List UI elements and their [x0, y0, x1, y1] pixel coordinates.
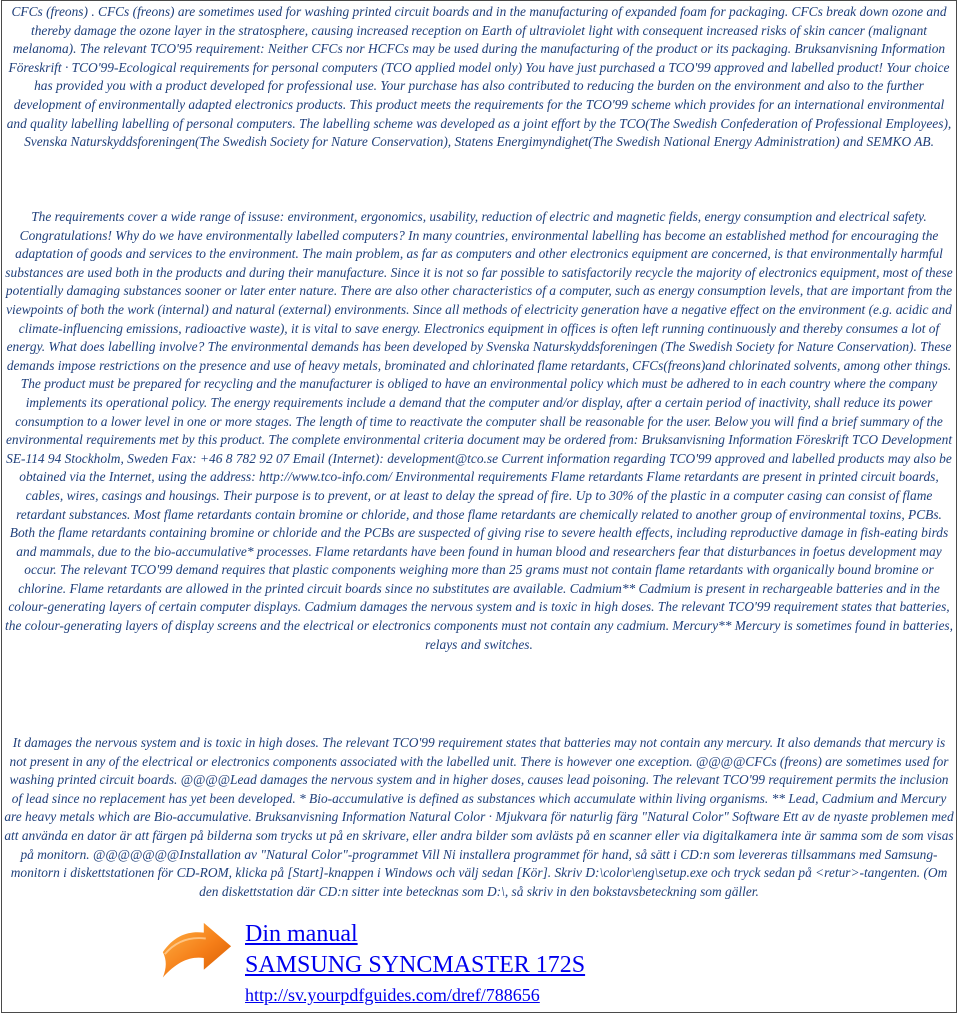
- url-link[interactable]: http://sv.yourpdfguides.com/dref/788656: [245, 985, 540, 1005]
- manual-footer: [157, 919, 657, 1009]
- paragraph-cfcs-tco99: CFCs (freons) . CFCs (freons) are sometimes used for washing printed circuit boards and in the manufacturing of expanded foam for packaging. CFCs break down ozone and thereby damage the ozone layer in the stratosphere, causing increased reception on Earth of ultraviolet light with consequent increased risks of skin cancer (malignant melanoma). The relevant TCO'95 requirement: Neither CFCs nor HCFCs may be used during the manufacturing of the product or its packaging. Bruksanvisning Information Föreskrift · TCO'99-Ecological requirements for personal computers (TCO applied model only) You have just purchased a TCO'99 approved and labelled product! Your choice has provided you with a product developed for professional use. Your purchase has also contributed to reducing the burden on the environment and also to the further development of environmentally adapted electronics products. This product meets the requirements for the TCO'99 scheme which provides for an international environmental and quality labelling labelling of personal computers. The labelling scheme was developed as a joint effort by the TCO(The Swedish Confederation of Professional Employees), Svenska Naturskyddsforeningen(The Swedish Society for Nature Conservation), Statens Energimyndighet(The Swedish National Energy Administration) and SEMKO AB.: [6, 4, 952, 150]
- document-page: [1, 0, 957, 1013]
- manual-link[interactable]: Din manual: [245, 921, 358, 947]
- product-link[interactable]: SAMSUNG SYNCMASTER 172S: [245, 952, 586, 978]
- paragraph-mercury-natural-color: It damages the nervous system and is toxic in high doses. The relevant TCO'99 requirement states that batteries may not contain any mercury. It also demands that mercury is not present in any of the electrical or electronics components associated with the labelled unit. There is however one exception. @@@@CFCs (freons) are sometimes used for washing printed circuit boards. @@@@Lead damages the nervous system and in higher doses, causes lead poisoning. The relevant TCO'99 requirement permits the inclusion of lead since no replacement has yet been developed. * Bio-accumulative is defined as substances which accumulate within living organisms. ** Lead, Cadmium and Mercury are heavy metals which are Bio-accumulative. Bruksanvisning Information Natural Color · Mjukvara för naturlig färg "Natural Color" Software Ett av de nyaste problemen med att använda en dator är att färgen på bilderna som trycks ut på en skrivare, eller andra bilder som avlästs på en scanner eller via digitalkamera inte är samma som de som visas på monitorn. @@@@@@@Installation av "Natural Color"-programmet Vill Ni installera programmet för hand, så sätt i CD:n som levereras tillsammans med Samsung-monitorn i diskettstationen för CD-ROM, klicka på [Start]-knappen i Windows och välj sedan [Kör]. Skriv D:\color\eng\setup.exe och tryck sedan på <retur>-tangenten. (Om den diskettstation där CD:n sitter inte betecknas som D:\, så skriv in den bokstavsbeteckning som gäller.: [4, 735, 954, 899]
- paragraph-environmental-requirements: The requirements cover a wide range of issuse: environment, ergonomics, usability, reduction of electric and magnetic fields, energy consumption and electrical safety. Congratulations! Why do we have environmentally labelled computers? In many countries, environmental labelling has become an established method for encouraging the adaptation of goods and services to the environment. The main problem, as far as computers and other electronics equipment are concerned, is that environmentally harmful substances are used both in the products and during their manufacture. Since it is not so far possible to satisfactorily recycle the majority of electronics equipment, most of these potentially damaging substances sooner or later enter nature. There are also other characteristics of a computer, such as energy consumption levels, that are important from the viewpoints of both the work (internal) and natural (external) environments. Since all methods of electricity generation have a negative effect on the environment (e.g. acidic and climate-influencing emissions, radioactive waste), it is vital to save energy. Electronics equipment in offices is often left running continuously and thereby consumes a lot of energy. What does labelling involve? The environmental demands has been developed by Svenska Naturskyddsforeningen (The Swedish Society for Nature Conservation). These demands impose restrictions on the presence and use of heavy metals, brominated and chlorinated flame retardants, CFCs(freons)and chlorinated solvents, among other things. The product must be prepared for recycling and the manufacturer is obliged to have an environmental policy which must be adhered to in each country where the company implements its operational policy. The energy requirements include a demand that the computer and/or display, after a certain period of inactivity, shall reduce its power consumption to a lower level in one or more stages. The length of time to reactivate the computer shall be reasonable for the user. Below you will find a brief summary of the environmental requirements met by this product. The complete environmental criteria document may be ordered from: Bruksanvisning Information Föreskrift TCO Development SE-114 94 Stockholm, Sweden Fax: +46 8 782 92 07 Email (Internet): development@tco.se Current information regarding TCO'99 approved and labelled products may also be obtained via the Internet, using the address: http://www.tco-info.com/ Environmental requirements Flame retardants Flame retardants are present in printed circuit boards, cables, wires, casings and housings. Their purpose is to prevent, or at least to delay the spread of fire. Up to 30% of the plastic in a computer casing can consist of flame retardant substances. Most flame retardants contain bromine or chloride, and those flame retardants are chemically related to another group of environmental toxins, PCBs. Both the flame retardants containing bromine or chloride and the PCBs are suspected of giving rise to severe health effects, including reproductive damage in fish-eating birds and mammals, due to the bio-accumulative* processes. Flame retardants have been found in human blood and researchers fear that disturbances in foetus development may occur. The relevant TCO'99 demand requires that plastic components weighing more than 25 grams must not contain flame retardants with organically bound bromine or chlorine. Flame retardants are allowed in the printed circuit boards since no substitutes are available. Cadmium** Cadmium is present in rechargeable batteries and in the colour-generating layers of certain computer displays. Cadmium damages the nervous system and is toxic in high doses. The relevant TCO'99 requirement states that batteries, the colour-generating layers of display screens and the electrical or electronics components must not contain any cadmium. Mercury** Mercury is sometimes found in batteries, relays and switches.: [5, 209, 953, 652]
- footer-links: [245, 919, 665, 1008]
- orange-arrow-icon: [157, 919, 235, 997]
